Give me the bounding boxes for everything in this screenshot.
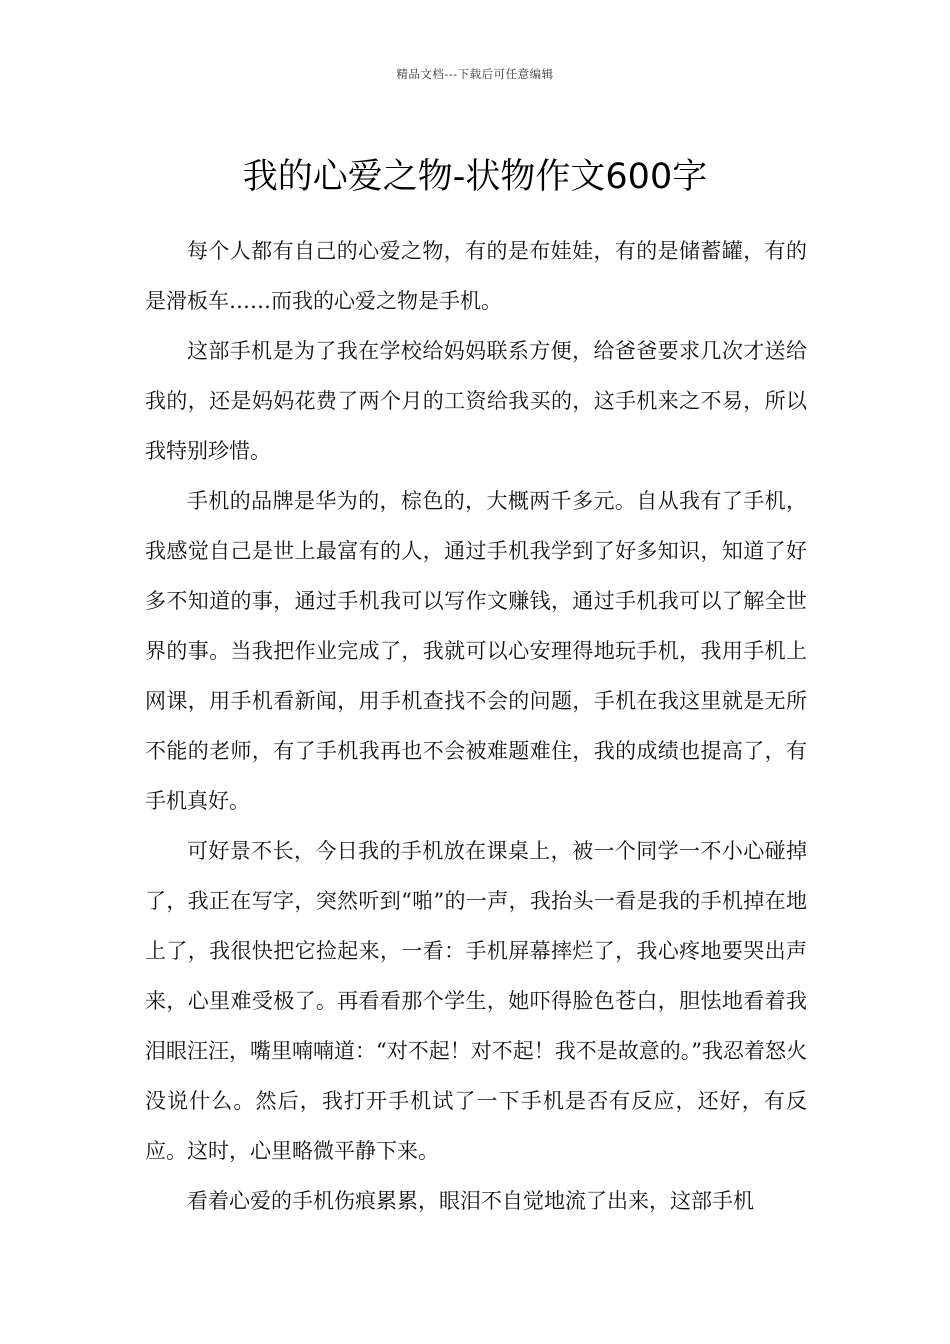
header-note: 精品文档---下载后可任意编辑: [396, 67, 554, 81]
paragraph: 这部手机是为了我在学校给妈妈联系方便，给爸爸要求几次才送给我的，还是妈妈花费了两个月的工资给我买的，这手机来之不易，所以我特别珍惜。: [145, 339, 807, 463]
document-body: [145, 226, 807, 1226]
document-title: 我的心爱之物-状物作文600字: [242, 157, 708, 198]
paragraph: 每个人都有自己的心爱之物，有的是布娃娃，有的是储蓄罐，有的是滑板车……而我的心爱之物是手机。: [145, 239, 807, 313]
paragraph: 可好景不长，今日我的手机放在课桌上，被一个同学一不小心碰掉了，我正在写字，突然听到“啪”的一声，我抬头一看是我的手机掉在地上了，我很快把它捡起来，一看：手机屏幕摔烂了，我心疼地要哭出声来，心里难受极了。再看看那个学生，她吓得脸色苍白，胆怯地看着我泪眼汪汪，嘴里喃喃道：“对不起！对不起！我不是故意的。”我忍着怒火没说什么。然后，我打开手机试了一下手机是否有反应，还好，有反应。这时，心里略微平静下来。: [145, 839, 807, 1163]
paragraph: 手机的品牌是华为的，棕色的，大概两千多元。自从我有了手机，我感觉自己是世上最富有的人，通过手机我学到了好多知识，知道了好多不知道的事，通过手机我可以写作文赚钱，通过手机我可以了解全世界的事。当我把作业完成了，我就可以心安理得地玩手机，我用手机上网课，用手机看新闻，用手机查找不会的问题，手机在我这里就是无所不能的老师，有了手机我再也不会被难题难住，我的成绩也提高了，有手机真好。: [145, 489, 807, 813]
paragraph: 看着心爱的手机伤痕累累，眼泪不自觉地流了出来，这部手机: [187, 1189, 754, 1213]
